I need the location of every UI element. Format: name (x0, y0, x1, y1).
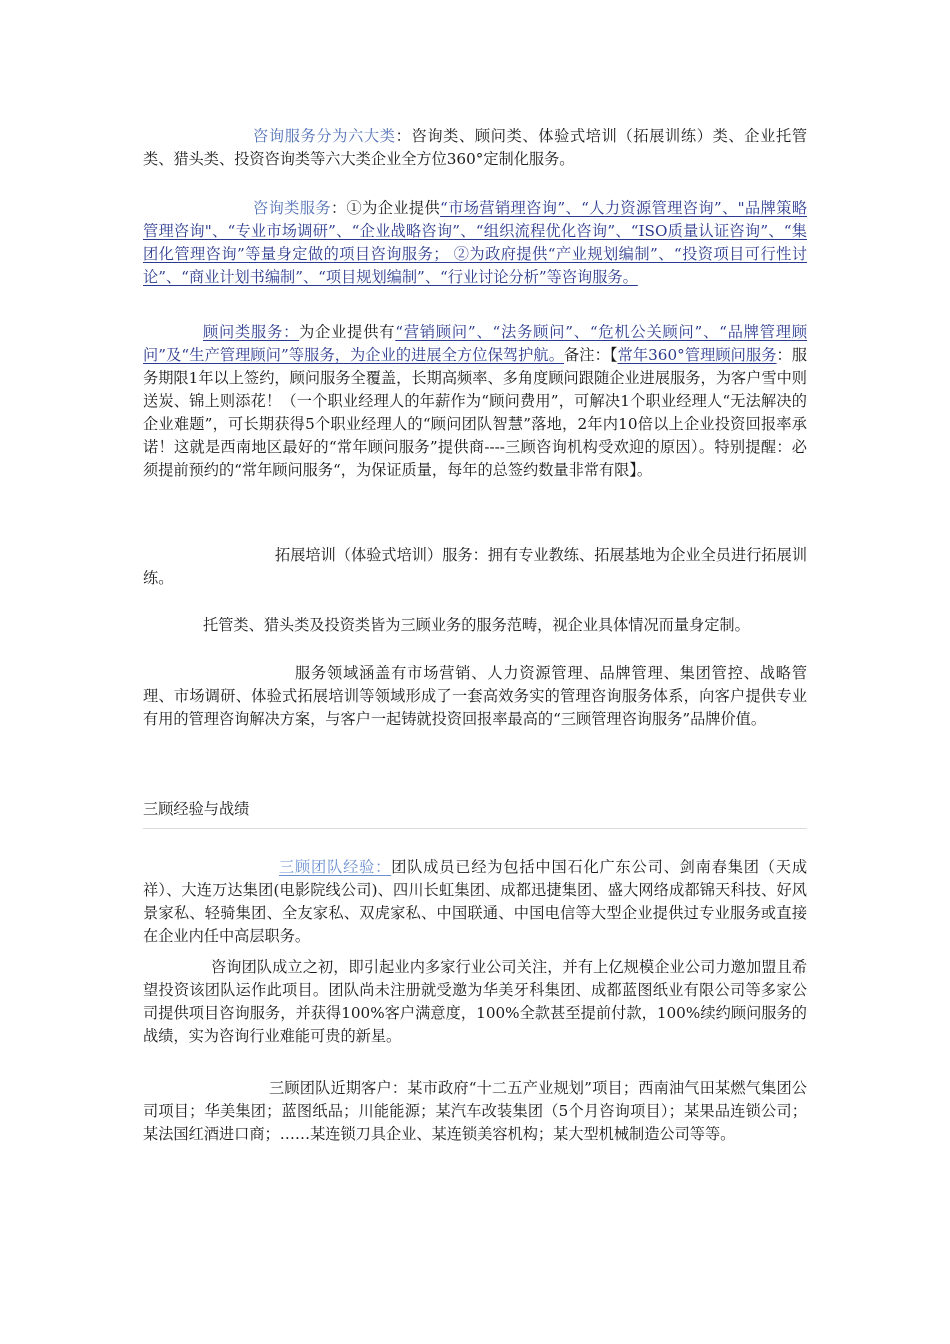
paragraph-advisory-services (143, 321, 807, 482)
paragraph-service-areas: 服务领域涵盖有市场营销、人力资源管理、品牌管理、集团管控、战略管理、市场调研、体验式拓展培训等领域形成了一套高效务实的管理咨询服务体系，向客户提供专业有用的管理咨询解决方案，与客户一起铸就投资回报率最高的“三顾管理咨询服务”品牌价值。 (143, 664, 807, 728)
paragraph-trusteeship: 托管类、猎头类及投资类皆为三顾业务的服务范畴，视企业具体情况而量身定制。 (203, 616, 750, 634)
advisory-services-list-link[interactable]: “营销顾问”、“法务顾问”、“危机公关顾问”、“品牌管理顾问”及“生产管理顾问”等服务，为企业的进展全方位保驾护航。 (143, 323, 808, 364)
six-categories-text: ：咨询类、顾问类、体验式培训（拓展训练）类、企业托管类、猎头类、投资咨询类等六大类企业全方位360°定制化服务。 (143, 127, 808, 168)
team-experience-text: 团队成员已经为包括中国石化广东公司、剑南春集团（天成祥）、大连万达集团(电影院线公司)、四川长虹集团、成都迅捷集团、盛大网络成都锦天科技、好风景家私、轻骑集团、全友家私、双虎家私、中国联通、中国电信等大型企业提供过专业服务或直接在企业内任中高层职务。 (143, 858, 808, 945)
paragraph-outdoor-training: 拓展培训（体验式培训）服务：拥有专业教练、拓展基地为企业全员进行拓展训练。 (143, 546, 807, 587)
section-heading: 三顾经验与战绩 (143, 798, 807, 829)
paragraph-recent-clients: 三顾团队近期客户：某市政府“十二五产业规划”项目；西南油气田某燃气集团公司项目；华美集团；蓝图纸品；川能能源；某汽车改装集团（5个月咨询项目）；某果品连锁公司；某法国红酒进口商；……某连锁刀具企业、某连锁美容机构；某大型机械制造公司等等。 (143, 1079, 807, 1143)
annual-advisory-link[interactable]: 常年360°管理顾问服务 (617, 346, 777, 364)
note-label: 备注： (564, 346, 610, 364)
six-categories-link[interactable]: 咨询服务分为六大类 (253, 127, 396, 145)
team-experience-link[interactable]: 三顾团队经验： (279, 858, 392, 876)
paragraph-team-experience (143, 856, 807, 948)
paragraph-team-founding: 咨询团队成立之初，即引起业内多家行业公司关注，并有上亿规模企业公司力邀加盟且希望投资该团队运作此项目。团队尚未注册就受邀为华美牙科集团、成都蓝图纸业有限公司等多家公司提供项目咨询服务，并获得100%客户满意度，100%全款甚至提前付款，100%续约顾问服务的战绩，实为咨询行业难能可贵的新星。 (143, 958, 807, 1045)
paragraph-consulting-services (143, 197, 807, 289)
paragraph-six-categories (143, 125, 807, 171)
advisory-services-intro: 为企业提供有 (299, 323, 396, 341)
bracket-open: 【 (609, 346, 618, 364)
consulting-services-intro: ：①为企业提供 (330, 199, 441, 217)
consulting-services-list-link[interactable]: “市场营销理咨询”、“人力资源管理咨询”、"品牌策略管理咨询"、“专业市场调研”、“企业战略咨询”、“组织流程优化咨询”、“ISO质量认证咨询”、“集团化管理咨询”等量身定做的项目咨询服务； ②为政府提供“产业规划编制”、“投资项目可行性讨论”、“商业计划书编制”、“项目规划编制”、“行业讨论分析”等咨询服务。 (143, 199, 808, 286)
consulting-services-link[interactable]: 咨询类服务 (253, 199, 331, 217)
annual-advisory-text: ：服务期限1年以上签约，顾问服务全覆盖，长期高频率、多角度顾问跟随企业进展服务，为客户雪中则送炭、锦上则添花！（一个职业经理人的年薪作为“顾问费用”，可解决1个职业经理人“无法解决的企业难题”，可长期获得5个职业经理人的“顾问团队智慧”落地，2年内10倍以上企业投资回报率承诺！这就是西南地区最好的“常年顾问服务”提供商----三顾咨询机构受欢迎的原因）。特别提醒：必须提前预约的“常年顾问服务“，为保证质量，每年的总签约数量非常有限】。 (143, 346, 808, 479)
advisory-services-link[interactable]: 顾问类服务： (203, 323, 300, 341)
